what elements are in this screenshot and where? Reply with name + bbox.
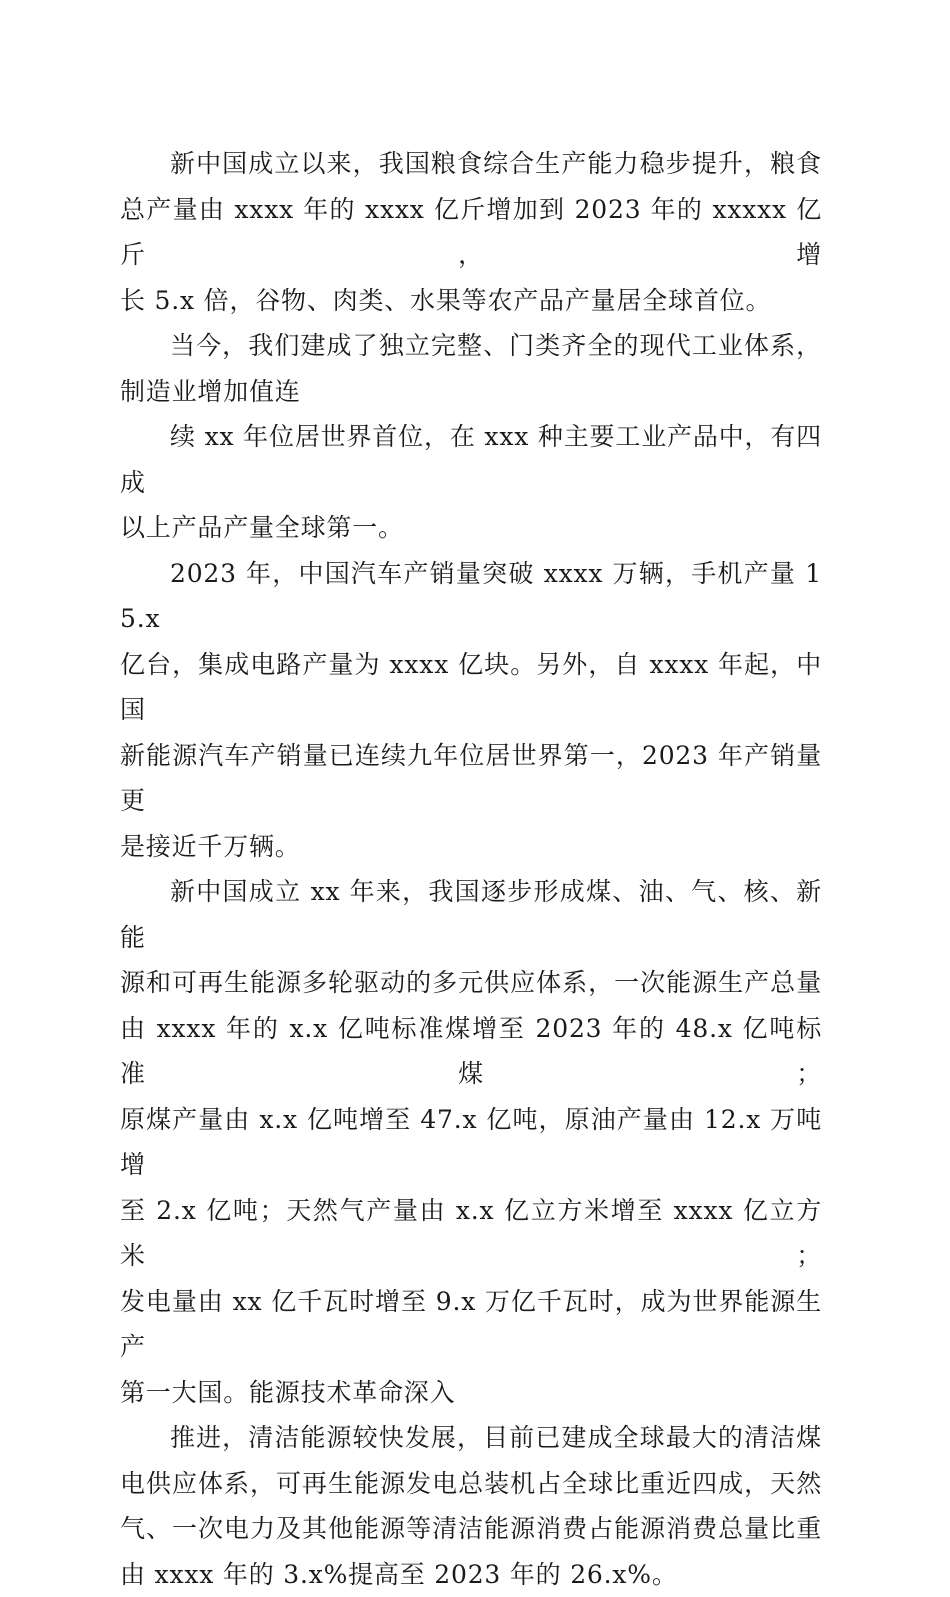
text-line: 电供应体系，可再生能源发电总装机占全球比重近四成，天然	[120, 1461, 822, 1507]
paragraph-industry	[120, 323, 822, 414]
paragraph-energy	[120, 869, 822, 1415]
text-line: 新中国成立 xx 年来，我国逐步形成煤、油、气、核、新能	[120, 869, 822, 960]
text-line: 总产量由 xxxx 年的 xxxx 亿斤增加到 2023 年的 xxxxx 亿斤，增	[120, 187, 822, 278]
text-line: 续 xx 年位居世界首位，在 xxx 种主要工业产品中，有四成	[120, 414, 822, 505]
paragraph-automobile	[120, 551, 822, 870]
paragraph-clean-energy	[120, 1415, 822, 1597]
paragraph-grain	[120, 141, 822, 323]
paragraph-manufacturing	[120, 414, 822, 551]
text-line: 由 xxxx 年的 x.x 亿吨标准煤增至 2023 年的 48.x 亿吨标准煤；	[120, 1006, 822, 1097]
text-line: 2023 年，中国汽车产销量突破 xxxx 万辆，手机产量 15.x	[120, 551, 822, 642]
text-line: 由 xxxx 年的 3.x%提高至 2023 年的 26.x%。	[120, 1552, 822, 1597]
text-line: 至 2.x 亿吨；天然气产量由 x.x 亿立方米增至 xxxx 亿立方米；	[120, 1188, 822, 1279]
text-line: 新能源汽车产销量已连续九年位居世界第一，2023 年产销量更	[120, 733, 822, 824]
text-line: 是接近千万辆。	[120, 824, 822, 870]
text-line: 第一大国。能源技术革命深入	[120, 1370, 822, 1416]
text-line: 以上产品产量全球第一。	[120, 505, 822, 551]
text-line: 制造业增加值连	[120, 369, 822, 415]
text-line: 长 5.x 倍，谷物、肉类、水果等农产品产量居全球首位。	[120, 278, 822, 324]
text-line: 源和可再生能源多轮驱动的多元供应体系，一次能源生产总量	[120, 960, 822, 1006]
text-line: 亿台，集成电路产量为 xxxx 亿块。另外，自 xxxx 年起，中国	[120, 642, 822, 733]
document-body	[120, 141, 822, 1597]
text-line: 推进，清洁能源较快发展，目前已建成全球最大的清洁煤	[120, 1415, 822, 1461]
text-line: 气、一次电力及其他能源等清洁能源消费占能源消费总量比重	[120, 1506, 822, 1552]
text-line: 发电量由 xx 亿千瓦时增至 9.x 万亿千瓦时，成为世界能源生产	[120, 1279, 822, 1370]
text-line: 新中国成立以来，我国粮食综合生产能力稳步提升，粮食	[120, 141, 822, 187]
text-line: 当今，我们建成了独立完整、门类齐全的现代工业体系，	[120, 323, 822, 369]
text-line: 原煤产量由 x.x 亿吨增至 47.x 亿吨，原油产量由 12.x 万吨增	[120, 1097, 822, 1188]
